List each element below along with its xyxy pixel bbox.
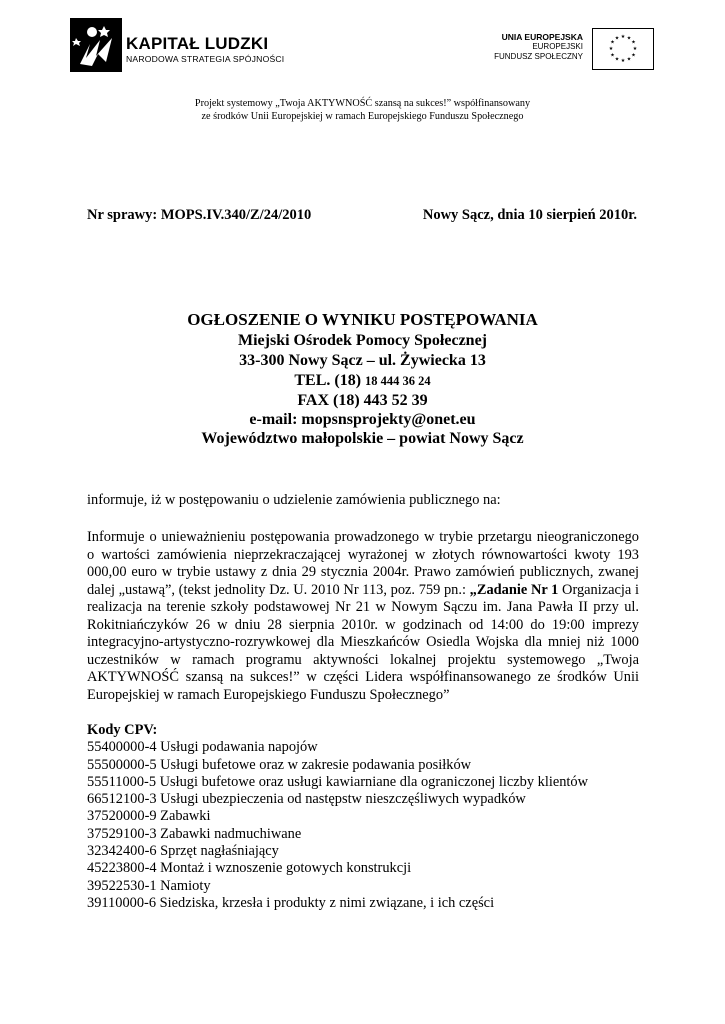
cpv-item: 55400000-4 Usługi podawania napojów	[87, 739, 318, 756]
eu-logo-text	[494, 32, 583, 62]
svg-text:★: ★	[632, 46, 638, 52]
svg-text:★: ★	[620, 58, 626, 64]
kapital-ludzki-logo-icon	[70, 18, 122, 72]
eu-line-3: FUNDUSZ SPOŁECZNY	[494, 52, 583, 61]
project-note-line-2: ze środków Unii Europejskiej w ramach Europejskiego Funduszu Społecznego	[201, 110, 524, 122]
cpv-item: 45223800-4 Montaż i wznoszenie gotowych konstrukcji	[87, 860, 412, 877]
institution-name: Miejski Ośrodek Pomocy Społecznej	[237, 332, 487, 349]
fax-line: FAX (18) 443 52 39	[297, 392, 428, 409]
eu-line-1: UNIA EUROPEJSKA	[501, 32, 583, 42]
svg-text:★: ★	[610, 39, 615, 46]
eu-line-2: EUROPEJSKI	[532, 42, 583, 51]
title-block	[0, 309, 725, 448]
main-paragraph-part-1: Informuje o unieważnieniu postępowania prowadzonego w trybie przetargu nieograniczonego o wartości zamówienia nieprzekraczającej wyrażonej w złotych równowartości kwoty 193 000,00 euro w trybie ustawy z dnia 29 stycznia 2004r. Prawo zamówień publicznych, zwanej dalej „ustawą”, (tekst jednolity Dz. U. 2010 Nr 113, poz. 759 pn.:	[87, 529, 639, 598]
phone-line	[0, 371, 725, 391]
svg-text:★: ★	[610, 52, 615, 59]
cpv-item: 37529100-3 Zabawki nadmuchiwane	[87, 825, 302, 842]
svg-text:★: ★	[614, 56, 620, 63]
svg-text:★: ★	[631, 39, 636, 46]
svg-text:★: ★	[620, 34, 626, 40]
institution-address: 33-300 Nowy Sącz – ul. Żywiecka 13	[239, 352, 486, 369]
main-paragraph	[87, 529, 639, 704]
intro-text: informuje, iż w postępowaniu o udzielenie zamówienia publicznego na:	[87, 492, 501, 508]
svg-text:★: ★	[608, 46, 614, 52]
cpv-section	[87, 722, 647, 912]
logo-subtitle: NARODOWA STRATEGIA SPÓJNOŚCI	[126, 54, 285, 64]
main-paragraph-part-2: Organizacja i realizacja na terenie szkoły podstawowej Nr 21 w Nowym Sączu im. Jana Pawła II przy ul. Rokitniańczyków 26 w dniu 28 sierpnia 2010r. w godzinach od 14:00 do 19:00 imprezy integracyjno-artystyczno-rozrywkowej dla Mieszkańców Osiedla Wojska dla mniej niż 1000 uczestników w ramach programu aktywności lokalnej projektu systemowego „Twoja AKTYWNOŚĆ szansą na sukces!” w części Lidera współfinansowanego ze środków Unii Europejskiej w ramach Europejskiego Funduszu Społecznego”	[87, 581, 639, 703]
task-label: „Zadanie Nr 1	[469, 581, 559, 598]
place-date: Nowy Sącz, dnia 10 sierpień 2010r.	[422, 207, 637, 223]
region-line: Województwo małopolskie – powiat Nowy Sącz	[201, 430, 524, 447]
cpv-item: 39522530-1 Namioty	[87, 877, 211, 894]
project-note	[0, 98, 725, 123]
email-line: e-mail: mopsnsprojekty@onet.eu	[249, 411, 476, 428]
svg-text:★: ★	[614, 35, 620, 42]
cpv-item: 55500000-5 Usługi bufetowe oraz w zakresie podawania posiłków	[87, 756, 472, 773]
phone-label: TEL. (18)	[294, 372, 362, 389]
cpv-item: 55511000-5 Usługi bufetowe oraz usługi kawiarniane dla ograniczonej liczby klientów	[87, 773, 588, 790]
phone-number: 18 444 36 24	[365, 374, 431, 388]
svg-text:★: ★	[626, 56, 632, 63]
svg-text:★: ★	[626, 35, 632, 42]
announcement-heading: OGŁOSZENIE O WYNIKU POSTĘPOWANIA	[187, 310, 538, 329]
cpv-item: 32342400-6 Sprzęt nagłaśniający	[87, 843, 279, 860]
cpv-item: 39110000-6 Siedziska, krzesła i produkty z nimi związane, i ich części	[87, 894, 495, 911]
project-note-line-1: Projekt systemowy „Twoja AKTYWNOŚĆ szansą na sukces!” współfinansowany	[194, 98, 531, 109]
cpv-item: 66512100-3 Usługi ubezpieczenia od następstw nieszczęśliwych wypadków	[87, 791, 526, 808]
eu-flag-icon	[592, 28, 654, 70]
logo-title: KAPITAŁ LUDZKI	[126, 34, 269, 53]
cpv-title: Kody CPV:	[87, 722, 158, 738]
svg-text:★: ★	[631, 52, 636, 59]
case-number: Nr sprawy: MOPS.IV.340/Z/24/2010	[87, 207, 312, 223]
cpv-item: 37520000-9 Zabawki	[87, 808, 211, 825]
